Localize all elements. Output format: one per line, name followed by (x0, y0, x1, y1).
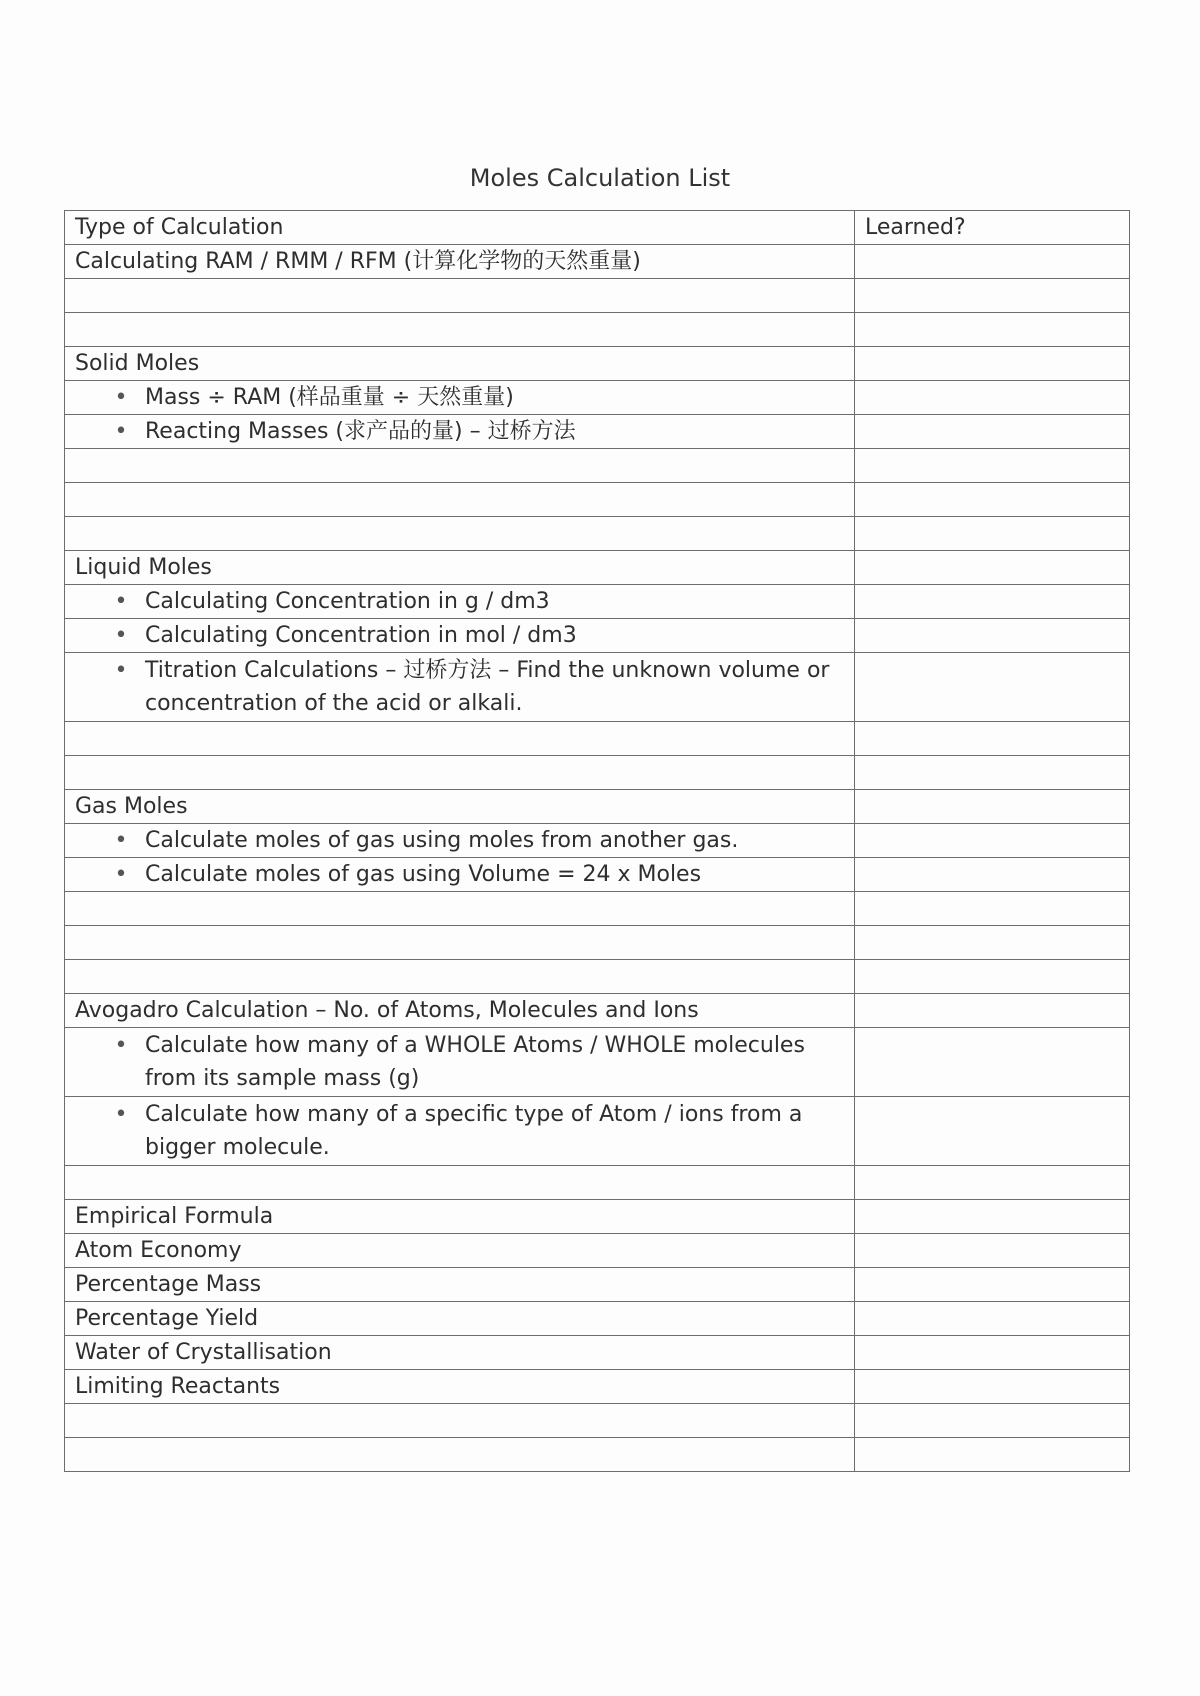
learned-checkbox-cell[interactable] (855, 1438, 1130, 1472)
bullet-icon: • (114, 623, 128, 648)
bullet-text: Mass ÷ RAM (样品重量 ÷ 天然重量) (145, 385, 514, 410)
section-row (65, 347, 1130, 381)
learned-checkbox-cell[interactable] (855, 313, 1130, 347)
bullet-item (111, 1029, 854, 1095)
blank-row (65, 483, 1130, 517)
table-body (65, 211, 1130, 1472)
blank-row (65, 1404, 1130, 1438)
calculation-subtype-cell (65, 619, 855, 653)
bullet-icon: • (114, 658, 128, 683)
calculation-type-cell: Calculating RAM / RMM / RFM (计算化学物的天然重量) (65, 245, 855, 279)
learned-checkbox-cell[interactable] (855, 756, 1130, 790)
bullet-icon: • (114, 419, 128, 444)
blank-row (65, 926, 1130, 960)
learned-checkbox-cell[interactable] (855, 245, 1130, 279)
section-row (65, 1200, 1130, 1234)
bullet-row (65, 415, 1130, 449)
section-row (65, 790, 1130, 824)
calculation-subtype-cell (65, 585, 855, 619)
learned-checkbox-cell[interactable] (855, 1097, 1130, 1166)
learned-checkbox-cell[interactable] (855, 1302, 1130, 1336)
bullet-row (65, 381, 1130, 415)
learned-checkbox-cell[interactable] (855, 483, 1130, 517)
learned-checkbox-cell[interactable] (855, 653, 1130, 722)
learned-checkbox-cell[interactable] (855, 415, 1130, 449)
learned-checkbox-cell[interactable] (855, 994, 1130, 1028)
learned-checkbox-cell[interactable] (855, 722, 1130, 756)
bullet-text: Calculate how many of a specific type of Atom / ions from a bigger molecule. (145, 1102, 803, 1160)
bullet-item (111, 415, 854, 448)
calculation-type-cell: Percentage Yield (65, 1302, 855, 1336)
bullet-row (65, 585, 1130, 619)
bullet-text: Reacting Masses (求产品的量) – 过桥方法 (145, 419, 576, 444)
bullet-item (111, 381, 854, 414)
empty-cell (65, 1438, 855, 1472)
calculation-type-cell: Gas Moles (65, 790, 855, 824)
blank-row (65, 960, 1130, 994)
empty-cell (65, 926, 855, 960)
bullet-text: Calculate moles of gas using moles from another gas. (145, 828, 739, 853)
calculation-type-cell: Liquid Moles (65, 551, 855, 585)
calculation-type-cell: Solid Moles (65, 347, 855, 381)
bullet-item (111, 858, 854, 891)
section-row (65, 1234, 1130, 1268)
blank-row (65, 1166, 1130, 1200)
learned-checkbox-cell[interactable] (855, 1336, 1130, 1370)
learned-checkbox-cell[interactable] (855, 858, 1130, 892)
blank-row (65, 449, 1130, 483)
learned-checkbox-cell[interactable] (855, 1370, 1130, 1404)
document-title: Moles Calculation List (469, 164, 731, 192)
calculation-type-cell: Water of Crystallisation (65, 1336, 855, 1370)
blank-row (65, 1438, 1130, 1472)
bullet-text: Calculate moles of gas using Volume = 24 x Moles (145, 862, 702, 887)
learned-checkbox-cell[interactable] (855, 279, 1130, 313)
empty-cell (65, 960, 855, 994)
empty-cell (65, 449, 855, 483)
learned-checkbox-cell[interactable] (855, 517, 1130, 551)
learned-checkbox-cell[interactable] (855, 1166, 1130, 1200)
bullet-text: Calculating Concentration in g / dm3 (145, 589, 550, 614)
learned-checkbox-cell[interactable] (855, 449, 1130, 483)
learned-checkbox-cell[interactable] (855, 381, 1130, 415)
empty-cell (65, 517, 855, 551)
calculation-subtype-cell (65, 824, 855, 858)
calculation-subtype-cell (65, 1097, 855, 1166)
learned-checkbox-cell[interactable] (855, 824, 1130, 858)
calculation-type-cell: Limiting Reactants (65, 1370, 855, 1404)
learned-checkbox-cell[interactable] (855, 926, 1130, 960)
bullet-row (65, 653, 1130, 722)
blank-row (65, 756, 1130, 790)
empty-cell (65, 892, 855, 926)
bullet-icon: • (114, 828, 128, 853)
section-row (65, 994, 1130, 1028)
bullet-text: Calculating Concentration in mol / dm3 (145, 623, 577, 648)
empty-cell (65, 722, 855, 756)
bullet-icon: • (114, 1102, 128, 1127)
learned-checkbox-cell[interactable] (855, 347, 1130, 381)
section-row (65, 551, 1130, 585)
bullet-row (65, 858, 1130, 892)
calculation-type-cell: Percentage Mass (65, 1268, 855, 1302)
empty-cell (65, 756, 855, 790)
learned-checkbox-cell[interactable] (855, 551, 1130, 585)
learned-checkbox-cell[interactable] (855, 960, 1130, 994)
header-type-of-calculation: Type of Calculation (65, 211, 855, 245)
calculation-subtype-cell (65, 415, 855, 449)
calculation-subtype-cell (65, 858, 855, 892)
bullet-text: Calculate how many of a WHOLE Atoms / WHOLE molecules from its sample mass (g) (145, 1033, 805, 1091)
learned-checkbox-cell[interactable] (855, 1028, 1130, 1097)
learned-checkbox-cell[interactable] (855, 1404, 1130, 1438)
learned-checkbox-cell[interactable] (855, 585, 1130, 619)
learned-checkbox-cell[interactable] (855, 1268, 1130, 1302)
header-learned: Learned? (855, 211, 1130, 245)
empty-cell (65, 1404, 855, 1438)
bullet-icon: • (114, 862, 128, 887)
learned-checkbox-cell[interactable] (855, 1234, 1130, 1268)
section-row (65, 1370, 1130, 1404)
empty-cell (65, 483, 855, 517)
section-row (65, 1268, 1130, 1302)
bullet-item (111, 1098, 854, 1164)
bullet-item (111, 585, 854, 618)
blank-row (65, 722, 1130, 756)
calculation-subtype-cell (65, 381, 855, 415)
blank-row (65, 892, 1130, 926)
empty-cell (65, 1166, 855, 1200)
calculation-type-cell: Avogadro Calculation – No. of Atoms, Molecules and Ions (65, 994, 855, 1028)
blank-row (65, 313, 1130, 347)
bullet-item (111, 824, 854, 857)
blank-row (65, 279, 1130, 313)
section-row (65, 1336, 1130, 1370)
empty-cell (65, 313, 855, 347)
bullet-icon: • (114, 589, 128, 614)
bullet-icon: • (114, 385, 128, 410)
learned-checkbox-cell[interactable] (855, 619, 1130, 653)
blank-row (65, 517, 1130, 551)
moles-calculation-table (64, 210, 1130, 1472)
table-header-row (65, 211, 1130, 245)
bullet-row (65, 824, 1130, 858)
learned-checkbox-cell[interactable] (855, 790, 1130, 824)
bullet-row (65, 1097, 1130, 1166)
bullet-text: Titration Calculations – 过桥方法 – Find the unknown volume or concentration of the acid or alkali. (145, 658, 830, 716)
calculation-type-cell: Atom Economy (65, 1234, 855, 1268)
calculation-type-cell: Empirical Formula (65, 1200, 855, 1234)
empty-cell (65, 279, 855, 313)
bullet-row (65, 619, 1130, 653)
learned-checkbox-cell[interactable] (855, 892, 1130, 926)
bullet-icon: • (114, 1033, 128, 1058)
bullet-item (111, 619, 854, 652)
section-row (65, 245, 1130, 279)
bullet-item (111, 654, 854, 720)
calculation-subtype-cell (65, 1028, 855, 1097)
calculation-subtype-cell (65, 653, 855, 722)
section-row (65, 1302, 1130, 1336)
bullet-row (65, 1028, 1130, 1097)
learned-checkbox-cell[interactable] (855, 1200, 1130, 1234)
